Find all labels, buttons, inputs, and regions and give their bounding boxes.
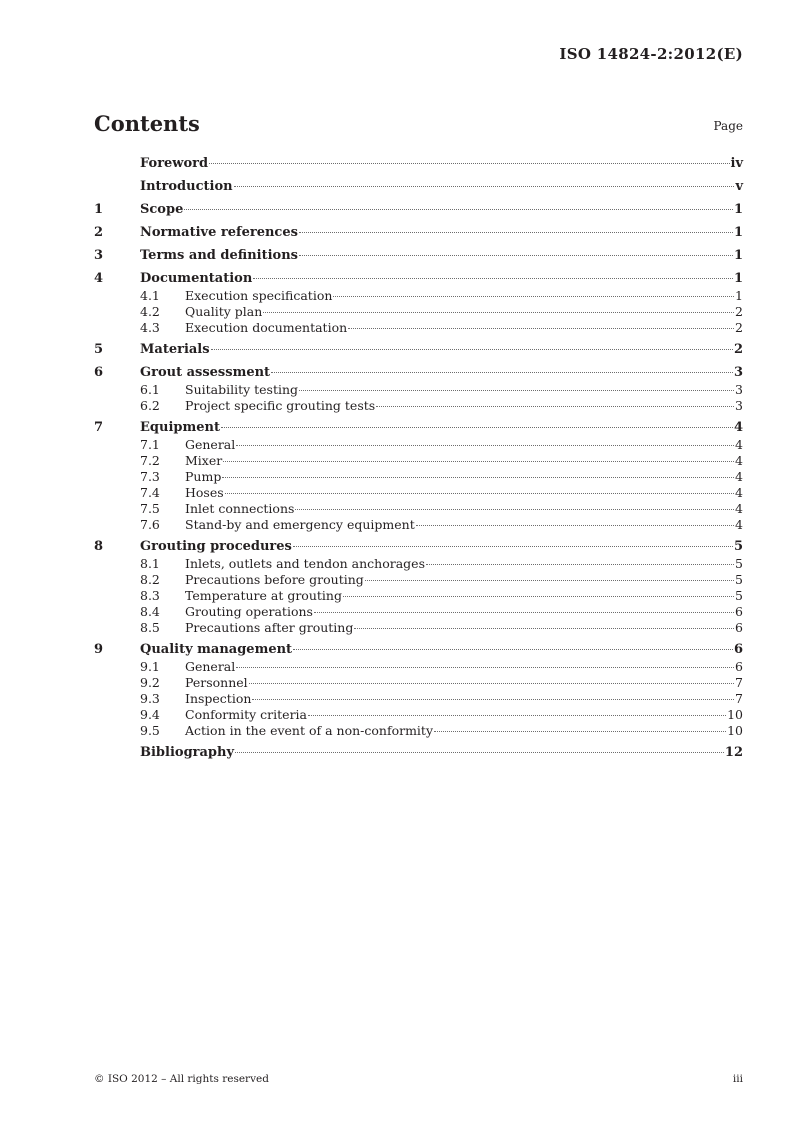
toc-entry-title: Foreword [140,156,209,171]
toc-entry-title: Scope [140,202,184,217]
toc-entry-number: 7 [94,420,104,435]
toc-section [94,224,743,242]
toc-subentry-title: Inlets, outlets and tendon anchorages [185,556,425,571]
toc-subentry[interactable] [94,398,743,414]
toc-subentry-title: Personnel [185,675,248,690]
toc-subentry[interactable] [94,707,743,723]
toc-entry[interactable] [94,641,743,659]
toc-entry-title: Terms and definitions [140,248,298,263]
toc-entry[interactable] [94,201,743,219]
toc-subentry-number: 9.2 [140,675,160,690]
toc-subentry[interactable] [94,691,743,707]
toc-subentry-title: Precautions after grouting [185,620,354,635]
dot-leader [263,312,734,313]
toc-entry-title: Documentation [140,271,253,286]
dot-leader [271,372,733,373]
toc-subentry-title: Execution documentation [185,320,348,335]
toc-subentry-page: 2 [735,304,743,319]
dot-leader [236,445,734,446]
toc-section [94,641,743,739]
toc-subentry-title: Pump [185,469,222,484]
toc-subentry[interactable] [94,304,743,320]
toc-subentry-page: 6 [735,659,743,674]
toc-subentry[interactable] [94,485,743,501]
toc-entry[interactable] [94,247,743,265]
toc-subentry-number: 8.4 [140,604,160,619]
toc-subentry-page: 4 [735,501,743,516]
toc-entry-title: Bibliography [140,745,235,760]
toc-entry-page: 6 [733,642,743,657]
toc-subentry[interactable] [94,437,743,453]
toc-subentry-number: 6.1 [140,382,160,397]
dot-leader [299,390,734,391]
toc-subentry-page: 4 [735,517,743,532]
toc-entry-page: 5 [733,539,743,554]
toc-subentry[interactable] [94,501,743,517]
toc-subentry-page: 6 [735,604,743,619]
toc-entry-number: 8 [94,539,104,554]
dot-leader [223,461,734,462]
dot-leader [333,296,734,297]
dot-leader [235,752,724,753]
toc-subentry-page: 2 [735,320,743,335]
dot-leader [184,209,733,210]
dot-leader [252,699,734,700]
toc-section [94,744,743,762]
toc-subentry-title: Inlet connections [185,501,295,516]
dot-leader [343,596,734,597]
toc-entry-number: 1 [94,202,104,217]
toc-entry-page: 4 [733,420,743,435]
toc-section [94,247,743,265]
toc-subentry-number: 8.5 [140,620,160,635]
toc-entry[interactable] [94,744,743,762]
toc-entry-title: Quality management [140,642,293,657]
toc-subentry[interactable] [94,517,743,533]
dot-leader [365,580,734,581]
toc-subentry[interactable] [94,453,743,469]
toc-entry-number: 2 [94,225,104,240]
toc-subentry[interactable] [94,288,743,304]
toc-subentry[interactable] [94,320,743,336]
toc-subentry[interactable] [94,588,743,604]
toc-subentry[interactable] [94,382,743,398]
toc-subentry-number: 8.2 [140,572,160,587]
dot-leader [222,477,734,478]
toc-entry-number: 6 [94,365,104,380]
dot-leader [209,163,729,164]
toc-entry-page: v [735,179,743,194]
toc-entry-title: Normative references [140,225,298,240]
dot-leader [348,328,734,329]
toc-subentry-number: 7.2 [140,453,160,468]
toc-subentry-title: Temperature at grouting [185,588,342,603]
toc-subentry-title: Mixer [185,453,223,468]
dot-leader [236,667,734,668]
toc-entry-page: 12 [724,745,743,760]
document-id: ISO 14824-2:2012(E) [559,45,743,63]
toc-subentry-page: 4 [735,437,743,452]
toc-subentry-title: Grouting operations [185,604,313,619]
toc-entry-title: Grout assessment [140,365,271,380]
toc-entry-title: Equipment [140,420,220,435]
dot-leader [234,186,735,187]
toc-subentry-number: 9.1 [140,659,160,674]
toc-subentry-page: 10 [727,707,743,722]
toc-section [94,270,743,336]
dot-leader [434,731,726,732]
toc-entry-number: 9 [94,642,104,657]
toc-subentry[interactable] [94,604,743,620]
toc-subentry-number: 4.3 [140,320,160,335]
toc-subentry-title: Inspection [185,691,252,706]
toc-subentry-title: Execution specification [185,288,333,303]
toc-subentry-number: 7.5 [140,501,160,516]
dot-leader [293,649,733,650]
toc-entry-number: 4 [94,271,104,286]
dot-leader [293,546,733,547]
toc-subentry-number: 7.1 [140,437,160,452]
dot-leader [416,525,734,526]
dot-leader [249,683,734,684]
toc-entry-title: Introduction [140,179,233,194]
dot-leader [253,278,733,279]
toc-subentry-title: Hoses [185,485,224,500]
toc-entry[interactable] [94,364,743,382]
toc-subentry-page: 5 [735,588,743,603]
toc-subentry-page: 4 [735,469,743,484]
toc-subentry-title: Precautions before grouting [185,572,364,587]
toc-subentry-page: 3 [735,398,743,413]
toc-entry-number: 5 [94,342,104,357]
toc-entry-page: 2 [733,342,743,357]
dot-leader [354,628,734,629]
toc-section [94,364,743,414]
toc-subentry-number: 8.3 [140,588,160,603]
toc-subentry[interactable] [94,659,743,675]
toc-entry-title: Grouting procedures [140,539,292,554]
toc-subentry-title: Suitability testing [185,382,299,397]
toc-subentry-number: 7.6 [140,517,160,532]
toc-subentry-number: 7.4 [140,485,160,500]
dot-leader [211,349,733,350]
toc-entry-page: 1 [733,271,743,286]
toc-subentry-page: 5 [735,556,743,571]
toc-entry[interactable] [94,341,743,359]
dot-leader [299,232,733,233]
dot-leader [221,427,733,428]
toc-subentry-number: 9.4 [140,707,160,722]
toc-entry-page: 1 [733,202,743,217]
toc-section [94,178,743,196]
page-number: iii [732,1073,743,1085]
toc-subentry-number: 6.2 [140,398,160,413]
toc-subentry-title: Action in the event of a non-conformity [185,723,434,738]
toc-subentry-page: 3 [735,382,743,397]
toc-subentry-page: 4 [735,485,743,500]
toc-subentry-number: 9.3 [140,691,160,706]
toc-entry-page: iv [730,156,743,171]
toc-subentry[interactable] [94,469,743,485]
copyright-notice: © ISO 2012 – All rights reserved [94,1073,269,1085]
toc-section [94,419,743,533]
toc-entry[interactable] [94,538,743,556]
toc-section [94,341,743,359]
toc-subentry-number: 4.1 [140,288,160,303]
page-column-label: Page [713,119,743,133]
toc-entry-page: 1 [733,248,743,263]
toc-subentry-title: Stand-by and emergency equipment [185,517,415,532]
toc-subentry-title: General [185,659,236,674]
dot-leader [308,715,726,716]
toc-subentry-title: General [185,437,236,452]
toc-subentry-page: 1 [735,288,743,303]
toc-entry[interactable] [94,270,743,288]
toc-subentry-number: 9.5 [140,723,160,738]
toc-entry[interactable] [94,419,743,437]
dot-leader [426,564,734,565]
toc-subentry-page: 7 [735,691,743,706]
toc-entry-number: 3 [94,248,104,263]
dot-leader [299,255,733,256]
toc-subentry-page: 5 [735,572,743,587]
toc-entry[interactable] [94,155,743,173]
toc-subentry-page: 6 [735,620,743,635]
dot-leader [295,509,734,510]
toc-subentry-page: 10 [727,723,743,738]
toc-subentry[interactable] [94,723,743,739]
toc-entry[interactable] [94,224,743,242]
toc-subentry-number: 8.1 [140,556,160,571]
toc-subentry[interactable] [94,556,743,572]
toc-subentry-number: 4.2 [140,304,160,319]
toc-entry-title: Materials [140,342,210,357]
toc-section [94,538,743,636]
toc-entry-page: 1 [733,225,743,240]
page-title: Contents [94,111,200,136]
toc-subentry-page: 7 [735,675,743,690]
table-of-contents [94,155,743,767]
toc-section [94,201,743,219]
dot-leader [376,406,734,407]
toc-subentry-title: Project specific grouting tests [185,398,376,413]
toc-entry[interactable] [94,178,743,196]
toc-subentry[interactable] [94,620,743,636]
toc-subentry-page: 4 [735,453,743,468]
toc-subentry[interactable] [94,675,743,691]
toc-section [94,155,743,173]
toc-subentry-number: 7.3 [140,469,160,484]
dot-leader [314,612,734,613]
toc-entry-page: 3 [733,365,743,380]
toc-subentry[interactable] [94,572,743,588]
toc-subentry-title: Quality plan [185,304,263,319]
dot-leader [225,493,734,494]
toc-subentry-title: Conformity criteria [185,707,307,722]
